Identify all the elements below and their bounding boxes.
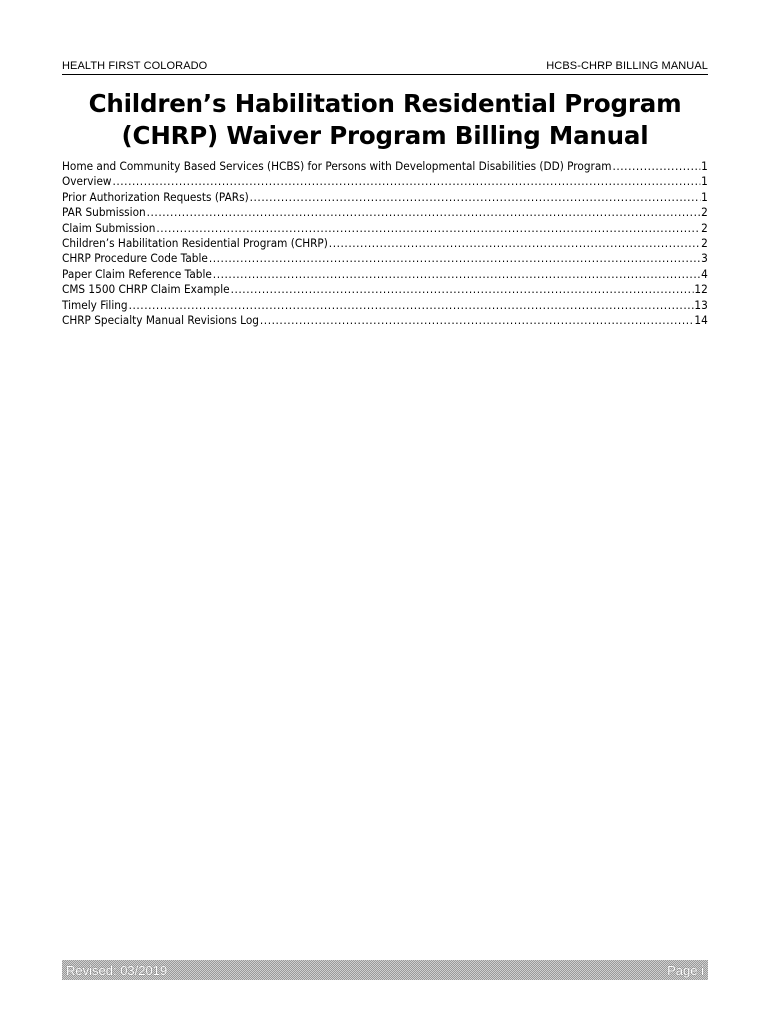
page-header	[62, 59, 708, 75]
toc-dot-leader	[156, 221, 700, 236]
toc-entry-page: 12	[694, 283, 708, 297]
toc-entry[interactable]	[62, 205, 708, 220]
document-title	[62, 88, 708, 152]
header-right-text: HCBS-CHRP BILLING MANUAL	[546, 60, 708, 72]
table-of-contents	[62, 159, 708, 328]
toc-entry-page: 1	[701, 175, 708, 189]
toc-entry[interactable]	[62, 174, 708, 189]
toc-entry-page: 1	[701, 160, 708, 173]
revised-date: Revised: 03/2019	[66, 962, 168, 978]
toc-entry[interactable]	[62, 267, 708, 282]
toc-entry[interactable]	[62, 221, 708, 236]
toc-entry-label: CMS 1500 CHRP Claim Example	[62, 283, 230, 297]
toc-entry[interactable]	[62, 298, 708, 313]
toc-entry[interactable]	[62, 159, 708, 174]
toc-dot-leader	[129, 298, 694, 313]
toc-dot-leader	[250, 190, 701, 205]
toc-dot-leader	[112, 174, 700, 189]
toc-entry-label: CHRP Procedure Code Table	[62, 252, 208, 266]
toc-dot-leader	[231, 282, 694, 297]
toc-entry-page: 13	[694, 298, 708, 312]
page-footer	[62, 960, 708, 980]
toc-entry[interactable]	[62, 282, 708, 297]
toc-entry[interactable]	[62, 251, 708, 266]
title-line-2: (CHRP) Waiver Program Billing Manual	[121, 121, 649, 150]
toc-dot-leader	[612, 159, 700, 174]
toc-entry[interactable]	[62, 190, 708, 205]
toc-entry-page: 4	[701, 267, 708, 281]
header-left-text: HEALTH FIRST COLORADO	[62, 60, 208, 72]
title-line-1: Children’s Habilitation Residential Program	[88, 89, 682, 118]
toc-entry-page: 1	[701, 190, 708, 204]
toc-entry-label: PAR Submission	[62, 206, 146, 220]
toc-entry-label: Prior Authorization Requests (PARs)	[62, 190, 249, 204]
toc-entry-label: Claim Submission	[62, 221, 156, 235]
toc-dot-leader	[147, 205, 701, 220]
toc-entry[interactable]	[62, 313, 708, 328]
toc-entry-page: 3	[701, 252, 708, 266]
toc-entry-label: CHRP Specialty Manual Revisions Log	[62, 314, 259, 328]
toc-entry[interactable]	[62, 236, 708, 251]
toc-dot-leader	[260, 313, 694, 328]
toc-dot-leader	[213, 267, 700, 282]
toc-entry-page: 14	[694, 314, 708, 328]
toc-entry-label: Overview	[62, 175, 112, 189]
toc-dot-leader	[329, 236, 700, 251]
toc-entry-page: 2	[701, 206, 708, 220]
toc-entry-label: Paper Claim Reference Table	[62, 267, 212, 281]
page-number: Page i	[667, 962, 704, 978]
toc-dot-leader	[209, 251, 700, 266]
toc-entry-label: Timely Filing	[62, 298, 128, 312]
toc-entry-label: Children’s Habilitation Residential Program (CHRP)	[62, 237, 328, 251]
toc-entry-page: 2	[701, 237, 708, 251]
toc-entry-page: 2	[701, 221, 708, 235]
toc-entry-label: Home and Community Based Services (HCBS) for Persons with Developmental Disabilities (DD) Program	[62, 160, 612, 173]
